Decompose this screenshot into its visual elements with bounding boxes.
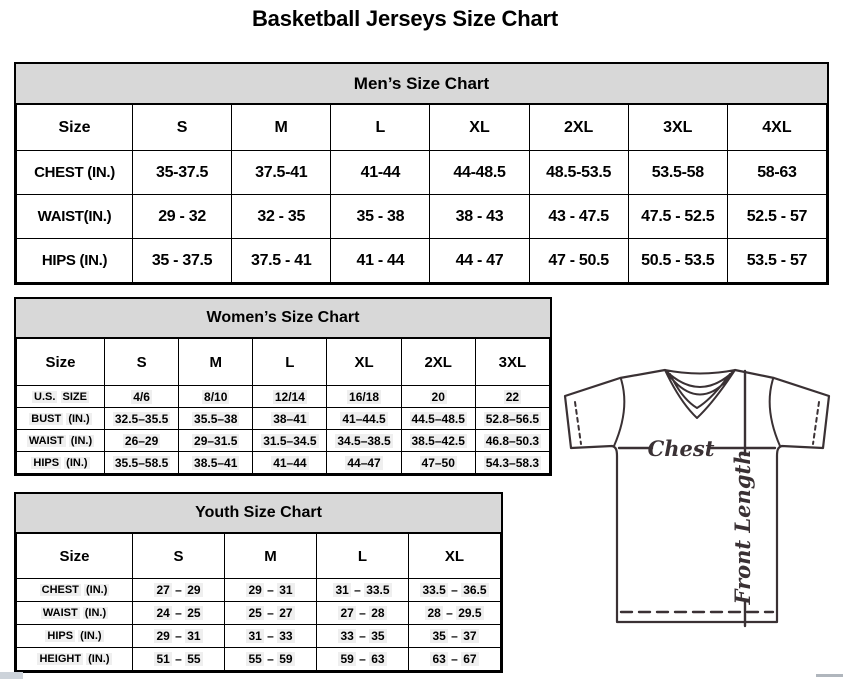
highlighted-value: 55 [248,652,262,666]
column-header: L [253,339,327,386]
table-row [17,452,550,474]
size-value-cell [327,408,401,430]
highlighted-value: 29 [248,583,262,597]
chest-label: Chest [647,436,715,461]
size-value-cell [401,408,475,430]
size-value-cell [475,408,549,430]
highlighted-value: 28 [371,606,385,620]
size-value-cell: 55 – 59 [225,648,317,671]
size-value-cell: 31 – 33.5 [317,579,409,602]
size-value-cell: 28 – 29.5 [409,602,501,625]
size-value-cell [253,386,327,408]
row-label [17,386,105,408]
size-value-cell: 53.5-58 [628,151,727,195]
row-label [17,602,133,625]
highlighted-value: 16/18 [349,389,380,404]
highlighted-value: 31 [187,629,201,643]
row-label [17,579,133,602]
header-row [17,534,501,579]
size-value-cell [475,386,549,408]
highlighted-value: 33.5 [366,583,390,597]
youth-table [16,533,501,671]
size-value-cell [401,386,475,408]
table-row [17,408,550,430]
highlighted-value: 51 [156,652,170,666]
header-row [17,339,550,386]
highlighted-value: 54.3–58.3 [485,455,540,470]
size-value-cell: 35 – 37 [409,625,501,648]
mens-chart-title: Men’s Size Chart [16,64,827,104]
highlighted-value: 29.5 [458,606,482,620]
highlighted-value: 38.5–41 [194,455,238,470]
size-value-cell: 35 - 38 [331,195,430,239]
highlighted-value: 55 [187,652,201,666]
column-header: M [179,339,253,386]
mens-table [16,104,827,283]
mens-size-chart [14,62,829,285]
size-value-cell: 63 – 67 [409,648,501,671]
size-value-cell: 32 - 35 [232,195,331,239]
size-value-cell: 47 - 50.5 [529,239,628,283]
highlighted-value: 38–41 [273,411,307,426]
highlighted-value: 52.8–56.5 [485,411,540,426]
size-value-cell: 33 – 35 [317,625,409,648]
column-header: 3XL [475,339,549,386]
size-value-cell: 24 – 25 [133,602,225,625]
armhole-seam-right [770,379,780,446]
highlighted-value: 38.5–42.5 [411,433,465,448]
size-value-cell: 59 – 63 [317,648,409,671]
highlighted-value: WAIST [42,607,78,619]
size-value-cell [475,430,549,452]
row-label [17,452,105,474]
table-row [17,579,501,602]
row-label: WAIST(IN.) [17,195,133,239]
column-header: 4XL [727,105,826,151]
size-value-cell [179,430,253,452]
highlighted-value: 4/6 [133,389,150,404]
size-value-cell [179,408,253,430]
size-value-cell [253,430,327,452]
size-value-cell [401,430,475,452]
table-row [17,386,550,408]
size-value-cell: 48.5-53.5 [529,151,628,195]
highlighted-value: 37 [463,629,477,643]
highlighted-value: 59 [340,652,354,666]
size-value-cell: 47.5 - 52.5 [628,195,727,239]
highlighted-value: 31 [335,583,349,597]
row-label [17,408,105,430]
size-value-cell: 27 – 28 [317,602,409,625]
highlighted-value: 41–44.5 [342,411,386,426]
highlighted-value: HEIGHT [39,653,82,665]
highlighted-value: 44.5–48.5 [411,411,465,426]
column-header: 3XL [628,105,727,151]
highlighted-value: 67 [463,652,477,666]
size-value-cell: 35-37.5 [133,151,232,195]
size-value-cell: 37.5-41 [232,151,331,195]
highlighted-value: 33.5 [422,583,446,597]
highlighted-value: 28 [427,606,441,620]
header-row [17,105,827,151]
youth-size-chart [14,492,503,673]
highlighted-value: 35 [371,629,385,643]
size-value-cell [401,452,475,474]
highlighted-value: (IN.) [70,434,93,447]
column-header: S [105,339,179,386]
jersey-measurement-diagram [560,360,843,660]
table-row [17,648,501,671]
size-value-cell [327,452,401,474]
scrollbar-fragment-right[interactable] [816,674,843,677]
size-value-cell: 52.5 - 57 [727,195,826,239]
highlighted-value: 41–44 [273,455,307,470]
highlighted-value: (IN.) [80,630,102,642]
highlighted-value: 36.5 [463,583,487,597]
highlighted-value: 46.8–50.3 [485,433,540,448]
table-row [17,239,827,283]
size-value-cell: 27 – 29 [133,579,225,602]
row-label [17,625,133,648]
youth-chart-title: Youth Size Chart [16,494,501,533]
table-row [17,602,501,625]
size-value-cell: 38 - 43 [430,195,529,239]
size-value-cell: 35 - 37.5 [133,239,232,283]
highlighted-value: 31.5–34.5 [263,433,317,448]
highlighted-value: 29 [156,629,170,643]
highlighted-value: 59 [279,652,293,666]
column-header: M [232,105,331,151]
column-header: S [133,534,225,579]
row-label [17,648,133,671]
highlighted-value: 35.5–58.5 [114,455,169,470]
highlighted-value: 27 [156,583,170,597]
womens-chart-title: Women’s Size Chart [16,299,550,338]
highlighted-value: 25 [187,606,201,620]
highlighted-value: 24 [156,606,170,620]
highlighted-value: 22 [505,389,520,404]
size-value-cell [327,386,401,408]
size-value-cell [179,386,253,408]
column-header: XL [430,105,529,151]
size-value-cell [105,452,179,474]
highlighted-value: 33 [340,629,354,643]
size-value-cell: 41-44 [331,151,430,195]
collar [665,370,735,418]
highlighted-value: (IN.) [84,607,107,619]
table-row [17,195,827,239]
highlighted-value: (IN.) [68,412,90,425]
womens-table [16,338,550,474]
size-value-cell: 44 - 47 [430,239,529,283]
size-value-cell [105,386,179,408]
column-header: S [133,105,232,151]
womens-size-chart [14,297,552,476]
highlighted-value: 25 [248,606,262,620]
size-value-cell [253,452,327,474]
highlighted-value: 31 [279,583,293,597]
column-header: XL [409,534,501,579]
size-value-cell: 41 - 44 [331,239,430,283]
size-value-cell: 44-48.5 [430,151,529,195]
highlighted-value: 35.5–38 [194,411,238,426]
highlighted-value: BUST [31,412,62,425]
highlighted-value: CHEST [41,584,79,596]
highlighted-value: U.S. [34,390,56,403]
size-value-cell [179,452,253,474]
column-header: Size [17,534,133,579]
size-value-cell: 37.5 - 41 [232,239,331,283]
size-value-cell: 31 – 33 [225,625,317,648]
column-header: 2XL [529,105,628,151]
highlighted-value: 63 [432,652,446,666]
armhole-seam-left [614,379,624,446]
size-value-cell: 58-63 [727,151,826,195]
size-value-cell: 51 – 55 [133,648,225,671]
size-value-cell [327,430,401,452]
table-row [17,625,501,648]
highlighted-value: SIZE [62,390,87,403]
highlighted-value: (IN.) [66,456,88,469]
highlighted-value: 33 [279,629,293,643]
page-title: Basketball Jerseys Size Chart [251,6,559,31]
highlighted-value: 35 [432,629,446,643]
row-label: CHEST (IN.) [17,151,133,195]
highlighted-value: 34.5–38.5 [337,433,391,448]
size-value-cell [253,408,327,430]
size-value-cell [475,452,549,474]
column-header: M [225,534,317,579]
size-value-cell: 50.5 - 53.5 [628,239,727,283]
highlighted-value: 29 [187,583,201,597]
highlighted-value: (IN.) [88,653,110,665]
scrollbar-fragment-left[interactable] [0,672,23,679]
size-value-cell: 25 – 27 [225,602,317,625]
size-value-cell [105,408,179,430]
column-header: XL [327,339,401,386]
size-value-cell: 53.5 - 57 [727,239,826,283]
column-header: L [317,534,409,579]
highlighted-value: 29–31.5 [194,433,238,448]
highlighted-value: 31 [248,629,262,643]
highlighted-value: 20 [431,389,445,404]
column-header: L [331,105,430,151]
jersey-svg [560,360,843,660]
sleeve-stitch-right-icon [813,402,819,444]
highlighted-value: 47–50 [421,455,455,470]
column-header: Size [17,339,105,386]
row-label [17,430,105,452]
size-value-cell: 33.5 – 36.5 [409,579,501,602]
size-value-cell [105,430,179,452]
column-header: Size [17,105,133,151]
highlighted-value: 8/10 [204,389,228,404]
table-row [17,430,550,452]
row-label: HIPS (IN.) [17,239,133,283]
highlighted-value: 63 [371,652,385,666]
table-row [17,151,827,195]
size-value-cell: 29 - 32 [133,195,232,239]
highlighted-value: 27 [279,606,293,620]
highlighted-value: WAIST [28,434,64,447]
size-value-cell: 29 – 31 [133,625,225,648]
highlighted-value: 44–47 [347,455,381,470]
highlighted-value: 32.5–35.5 [114,411,169,426]
highlighted-value: HIPS [33,456,60,469]
highlighted-value: 26–29 [124,433,159,448]
highlighted-value: (IN.) [85,584,108,596]
highlighted-value: 12/14 [274,389,305,404]
highlighted-value: 27 [340,606,354,620]
highlighted-value: HIPS [47,630,74,642]
column-header: 2XL [401,339,475,386]
size-value-cell: 43 - 47.5 [529,195,628,239]
size-value-cell: 29 – 31 [225,579,317,602]
sleeve-stitch-left-icon [575,402,581,444]
front-length-label: Front Length [730,449,755,605]
